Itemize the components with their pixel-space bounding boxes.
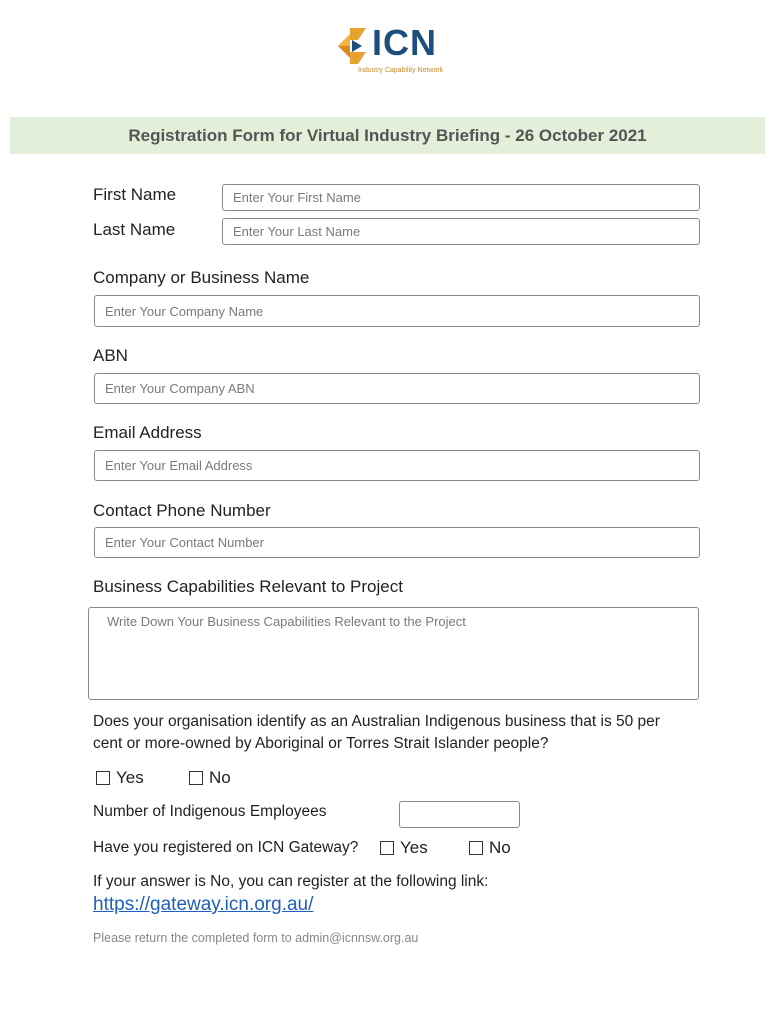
gateway-no-checkbox[interactable]	[469, 841, 483, 855]
gateway-link[interactable]: https://gateway.icn.org.au/	[93, 894, 314, 915]
indigenous-no-option[interactable]	[189, 768, 231, 788]
first-name-input[interactable]	[222, 184, 700, 211]
last-name-input[interactable]	[222, 218, 700, 245]
indigenous-no-checkbox[interactable]	[189, 771, 203, 785]
icn-logo	[336, 22, 446, 78]
title-banner	[10, 117, 765, 154]
abn-label: ABN	[93, 346, 128, 365]
capabilities-textarea[interactable]	[88, 607, 699, 700]
indigenous-yes-option[interactable]	[96, 768, 144, 788]
employees-input[interactable]	[399, 801, 520, 828]
last-name-label: Last Name	[93, 220, 176, 239]
gateway-note: If your answer is No, you can register at the following link:	[93, 873, 489, 890]
gateway-no-label: No	[489, 838, 511, 857]
logo-tagline: Industry Capability Network	[358, 67, 444, 74]
abn-input[interactable]	[94, 373, 700, 404]
phone-input[interactable]	[94, 527, 700, 558]
indigenous-yes-checkbox[interactable]	[96, 771, 110, 785]
gateway-no-option[interactable]	[469, 838, 511, 858]
email-label: Email Address	[93, 423, 202, 442]
first-name-label: First Name	[93, 185, 177, 204]
indigenous-question: Does your organisation identify as an Australian Indigenous business that is 50 per cent or more-owned by Aboriginal or Torres Strait Islander people?	[93, 713, 660, 752]
indigenous-no-label: No	[209, 768, 231, 787]
email-input[interactable]	[94, 450, 700, 481]
gateway-yes-label: Yes	[400, 838, 428, 857]
company-label: Company or Business Name	[93, 268, 310, 287]
indigenous-yes-label: Yes	[116, 768, 144, 787]
company-input[interactable]	[94, 295, 700, 327]
capabilities-label: Business Capabilities Relevant to Project	[93, 577, 403, 596]
employees-label: Number of Indigenous Employees	[93, 803, 327, 820]
icn-logo-mark-icon	[336, 26, 370, 66]
footer-note: Please return the completed form to admin@icnnsw.org.au	[93, 931, 419, 945]
phone-label: Contact Phone Number	[93, 501, 271, 520]
logo-wordmark: ICN	[372, 22, 437, 63]
form-title: Registration Form for Virtual Industry Briefing - 26 October 2021	[128, 125, 647, 145]
gateway-yes-checkbox[interactable]	[380, 841, 394, 855]
gateway-yes-option[interactable]	[380, 838, 428, 858]
gateway-question: Have you registered on ICN Gateway?	[93, 839, 359, 856]
